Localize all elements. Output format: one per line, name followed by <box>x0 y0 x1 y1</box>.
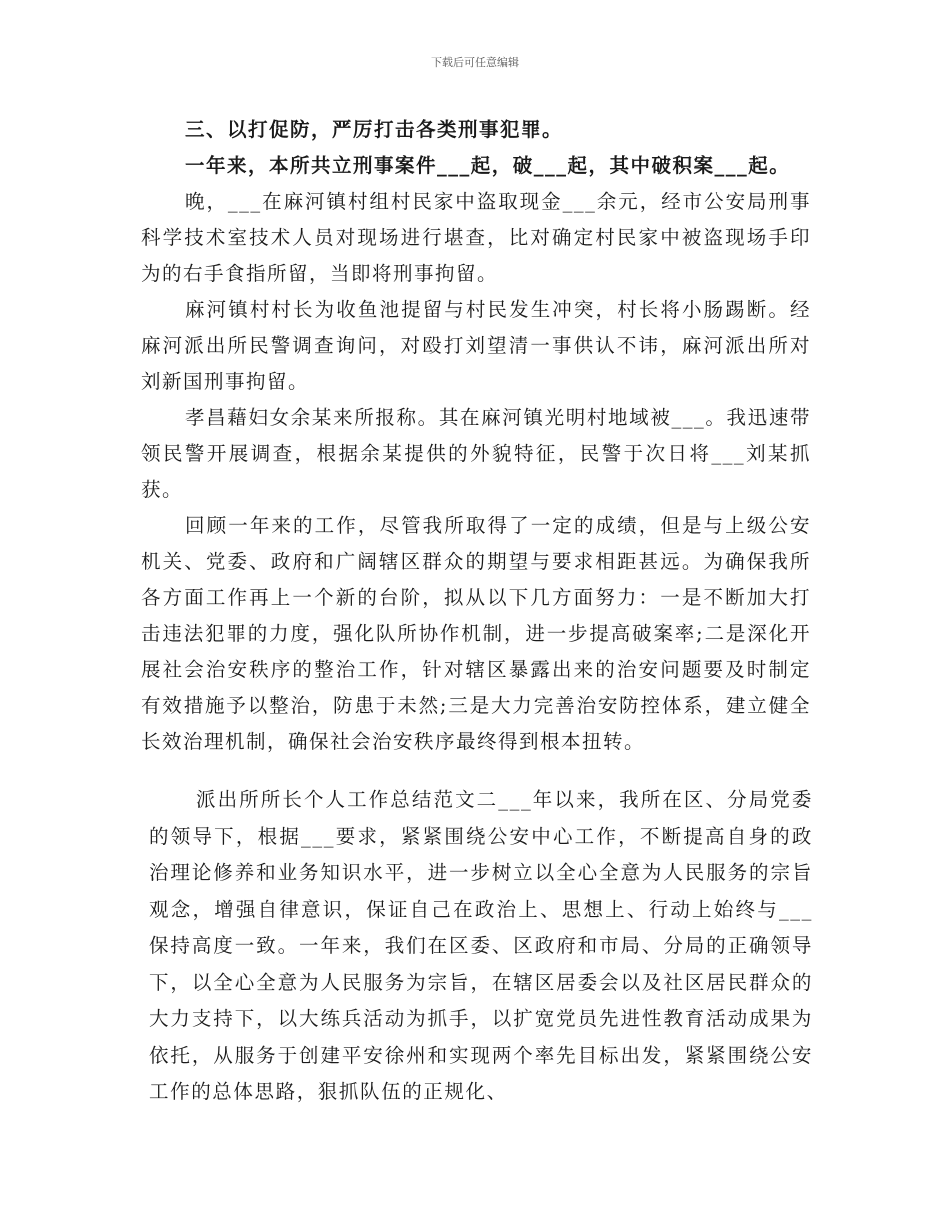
second-summary-section <box>149 782 813 1111</box>
second-summary-paragraph: 派出所所长个人工作总结范文二___年以来，我所在区、分局党委的领导下，根据___要求，紧紧围绕公安中心工作，不断提高自身的政治理论修养和业务知识水平，进一步树立以全心全意为人民服务的宗旨观念，增强自律意识，保证自己在政治上、思想上、行动上始终与___保持高度一致。一年来，我们在区委、区政府和市局、分局的正确领导下，以全心全意为人民服务为宗旨，在辖区居委会以及社区居民群众的大力支持下，以大练兵活动为抓手，以扩宽党员先进性教育活动成果为依托，从服务于创建平安徐州和实现两个率先目标出发，紧紧围绕公安工作的总体思路，狠抓队伍的正规化、 <box>149 788 813 1103</box>
theft-case-paragraph: 晚，___在麻河镇村组村民家中盗取现金___余元，经市公安局刑事科学技术室技术人员对现场进行堪查，比对确定村民家中被盗现场手印为的右手食指所留，当即将刑事拘留。 <box>141 190 811 285</box>
document-body <box>141 112 811 760</box>
case-summary-paragraph: 一年来，本所共立刑事案件___起，破___起，其中破积案___起。 <box>185 154 791 177</box>
review-paragraph: 回顾一年来的工作，尽管我所取得了一定的成绩，但是与上级公安机关、党委、政府和广阔辖区群众的期望与要求相距甚远。为确保我所各方面工作再上一个新的台阶，拟从以下几方面努力：一是不断加大打击违法犯罪的力度，强化队所协作机制，进一步提高破案率;二是深化开展社会治安秩序的整治工作，针对辖区暴露出来的治安问题要及时制定有效措施予以整治，防患于未然;三是大力完善治安防控体系，建立健全长效治理机制，确保社会治安秩序最终得到根本扭转。 <box>141 514 811 753</box>
section-heading: 三、以打促防，严厉打击各类刑事犯罪。 <box>185 118 564 141</box>
assault-case-paragraph: 麻河镇村村长为收鱼池提留与村民发生冲突，村长将小肠踢断。经麻河派出所民警调查询问，对殴打刘望清一事供认不讳，麻河派出所对刘新国刑事拘留。 <box>141 298 811 393</box>
report-case-paragraph: 孝昌藉妇女余某来所报称。其在麻河镇光明村地域被___。我迅速带领民警开展调查，根据余某提供的外貌特征，民警于次日将___刘某抓获。 <box>141 406 811 501</box>
page-header-note: 下载后可任意编辑 <box>431 56 519 69</box>
